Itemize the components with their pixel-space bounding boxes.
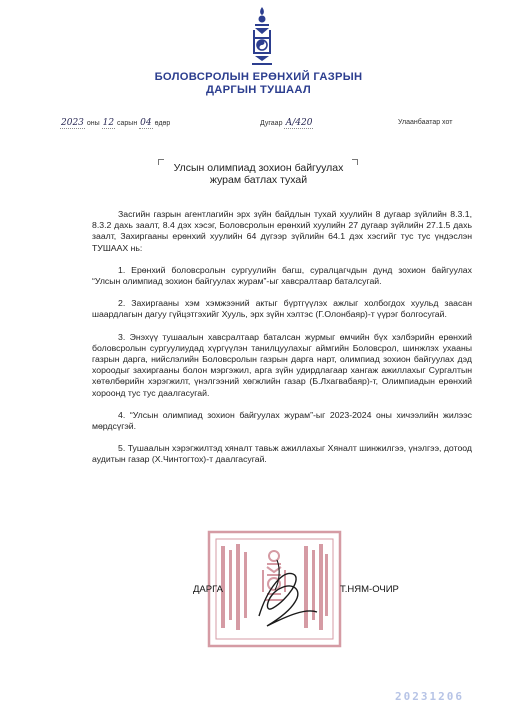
signatory-name: Т.НЯМ-ОЧИР (340, 584, 399, 595)
paragraph-item-5: 5. Тушаалын хэрэгжилтэд хяналт тавьж ажиллахыг Хяналт шинжилгээ, үнэлгээ, дотоод аудитын газар (Х.Чинтогтох)-т даалгасугай. (92, 443, 472, 465)
document-serial-number: 20231206 (395, 690, 464, 703)
paragraph-item-1: 1. Ерөнхий боловсролын сургуулийн багш, суралцагчдын дунд зохион байгуулах “Улсын олимпиад зохион байгуулах журам”-ыг хавсралтаар баталсугай. (92, 264, 472, 287)
signatory-position: ДАРГА (193, 584, 223, 595)
document-number (260, 118, 313, 129)
paragraph-item-2: 2. Захиргааны хэм хэмжээний актыг бүртгүүлэх ажлыг холбогдох хуульд заасан шаардлагын дагуу гүйцэтгэхийг Хууль, эрх зүйн хэлтэс (Г.Олонбаяр)-т үүрэг болгосугай. (92, 298, 472, 320)
date-day-suffix: өдөр (154, 120, 171, 127)
paragraph-preamble: Засгийн газрын агентлагийн эрх зүйн байдлын тухай хуулийн 8 дугаар зүйлийн 8.3.1, 8.3.2 дахь заалт, 8.4 дэх хэсэг, Боловсролын ерөнхий хуулийн 27 дугаар зүйлийн 27.1.5 дахь заалт, Захиргааны ерөнхий хуулийн 64 дүгээр зүйлийн 64.1 дэх хэсгийг тус тус үндэслэн ТУШААХ нь: (92, 209, 472, 253)
soyombo-emblem-icon (248, 6, 276, 66)
date-month: 12 (102, 118, 115, 128)
document-type: ДАРГЫН ТУШААЛ (205, 84, 312, 96)
document-meta-row (0, 118, 517, 132)
date-day: 04 (140, 118, 152, 128)
organization-name: БОЛОВСРОЛЫН ЕРӨНХИЙ ГАЗРЫН (154, 71, 363, 83)
document-body (92, 209, 472, 477)
date-year: 2023 (61, 118, 84, 128)
date-month-suffix: сарын (117, 120, 138, 127)
document-title-line1: Улсын олимпиад зохион байгуулах (173, 162, 344, 174)
document-date (60, 118, 170, 129)
document-title-line2: журам батлах тухай (209, 174, 308, 186)
document-city: Улаанбаатар хот (398, 119, 453, 126)
handwritten-signature-icon (207, 530, 342, 648)
number-label: Дугаар (260, 120, 283, 127)
paragraph-item-3: 3. Энэхүү тушаалын хавсралтаар баталсан журмыг өмчийн бүх хэлбэрийн ерөнхий боловсролын сургуулиудад хүргүүлэн танилцуулахыг аймгийн Боловсрол, шинжлэх ухааны газрын дарга, нийслэлийн Боловсролын газрын дарга нарт, олимпиад зохион байгуулах дэд хороодыг захиргааны болон мэргэжил, арга зүйн удирдлагаар хангаж ажиллахыг Сургалтын хөтөлбөрийн хэрэгжилт, үнэлгээний хөгжлийн газар (Б.Лхагвабаяр)-т, Олимпиадын ерөнхий хороонд тус тус даалгасугай. (92, 331, 472, 398)
date-year-suffix: оны (86, 120, 100, 127)
number-value: А/420 (285, 118, 313, 128)
paragraph-item-4: 4. “Улсын олимпиад зохион байгуулах журам”-ыг 2023-2024 оны хичээлийн жилээс мөрдсүгэй. (92, 409, 472, 432)
